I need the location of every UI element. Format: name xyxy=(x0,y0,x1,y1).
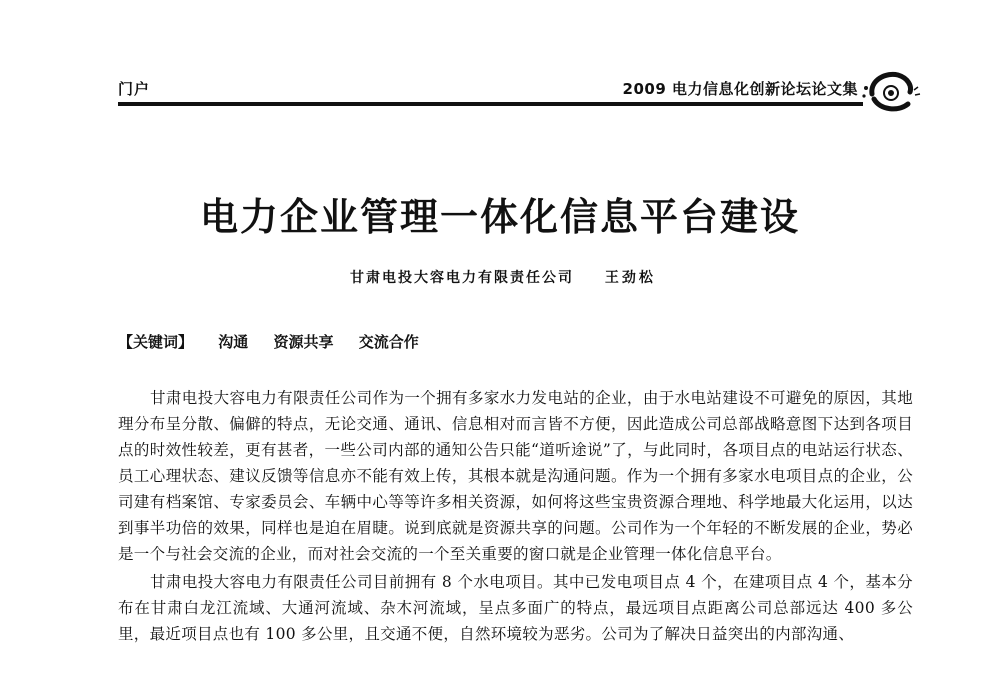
author-name: 王劲松 xyxy=(604,270,656,286)
header-rule xyxy=(118,102,863,106)
keyword-item: 资源共享 xyxy=(273,333,334,351)
section-label: 门户 xyxy=(118,80,151,98)
keyword-item: 交流合作 xyxy=(358,333,419,351)
body-paragraph: 甘肃电投大容电力有限责任公司目前拥有 8 个水电项目。其中已发电项目点 4 个，在建项目点 4 个，基本分布在甘肃白龙江流域、大通河流域、杂木河流域，呈点多面广的特点，最远项目点距离公司总部远达 400 多公里，最近项目点也有 100 多公里，且交通不便，自然环境较为恶劣。公司为了解决日益突出的内部沟通、 xyxy=(118,573,913,643)
author-organization: 甘肃电投大容电力有限责任公司 xyxy=(350,270,574,286)
keywords-label: 【关键词】 xyxy=(118,333,194,351)
article-body xyxy=(118,385,913,649)
publication-logo-icon xyxy=(860,66,924,116)
byline xyxy=(350,267,770,287)
keyword-item: 沟通 xyxy=(218,333,249,351)
publication-title: 2009 电力信息化创新论坛论文集 xyxy=(622,80,858,98)
keywords-line xyxy=(118,331,419,352)
article-title: 电力企业管理一体化信息平台建设 xyxy=(199,195,800,239)
running-header xyxy=(118,74,858,102)
body-paragraph: 甘肃电投大容电力有限责任公司作为一个拥有多家水力发电站的企业，由于水电站建设不可避免的原因，其地理分布呈分散、偏僻的特点，无论交通、通讯、信息相对而言皆不方便，因此造成公司总部战略意图下达到各项目点的时效性较差，更有甚者，一些公司内部的通知公告只能“道听途说”了，与此同时，各项目点的电站运行状态、员工心理状态、建议反馈等信息亦不能有效上传，其根本就是沟通问题。作为一个拥有多家水电项目点的企业，公司建有档案馆、专家委员会、车辆中心等等许多相关资源，如何将这些宝贵资源合理地、科学地最大化运用，以达到事半功倍的效果，同样也是迫在眉睫。说到底就是资源共享的问题。公司作为一个年轻的不断发展的企业，势必是一个与社会交流的企业，而对社会交流的一个至关重要的窗口就是企业管理一体化信息平台。 xyxy=(118,389,913,563)
